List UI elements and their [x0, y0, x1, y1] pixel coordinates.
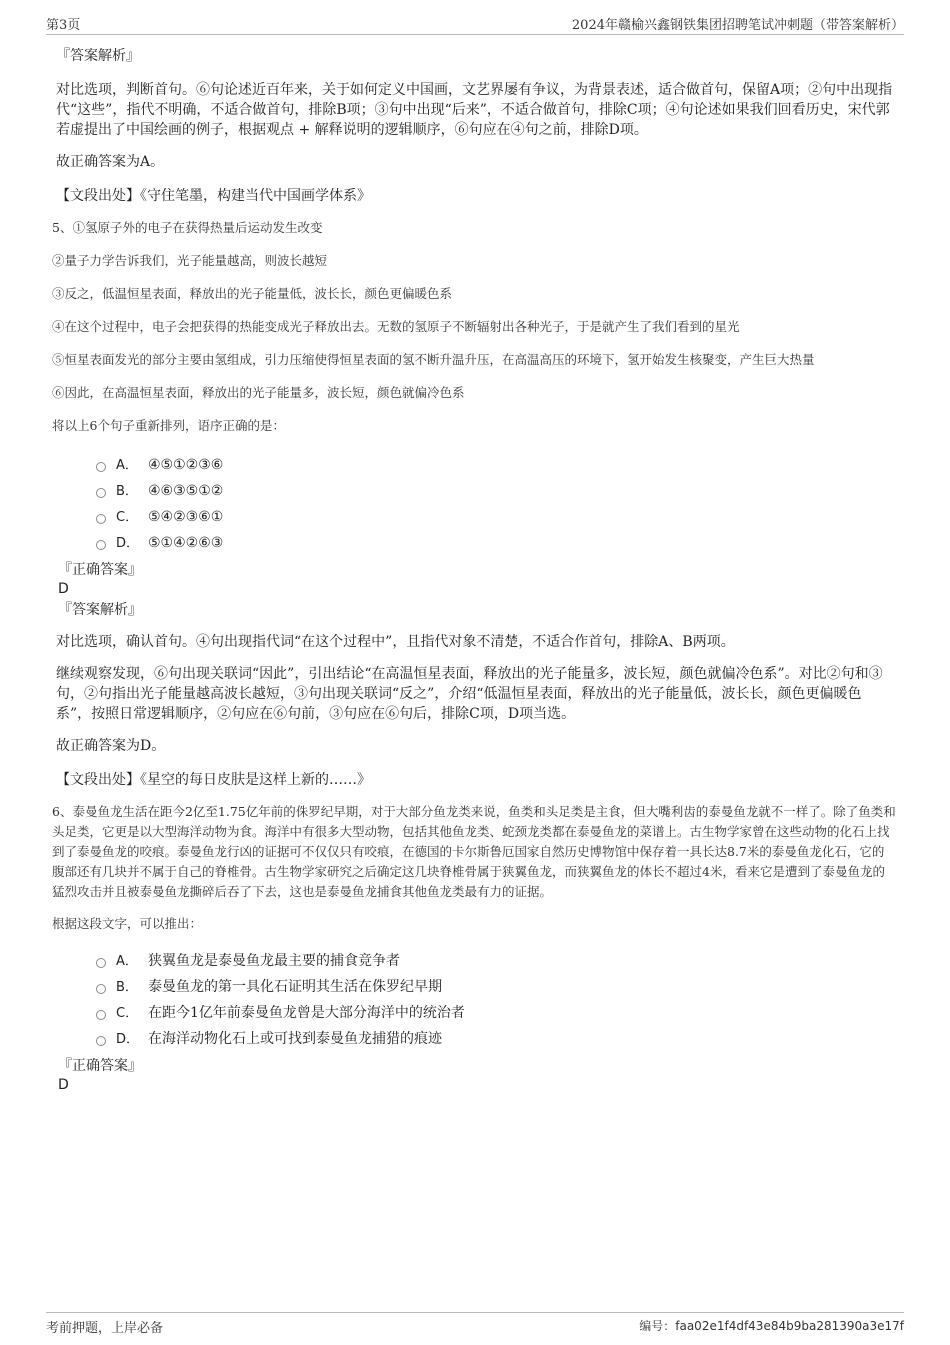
q5-sentence-2: ②量子力学告诉我们，光子能量越高，则波长越短 [52, 253, 328, 268]
radio-button-icon[interactable] [96, 1010, 106, 1020]
radio-button-icon[interactable] [96, 488, 106, 498]
q4-analysis-paragraph-1: 对比选项，判断首句。⑥句论述近百年来，关于如何定义中国画，文艺界屡有争议，为背景表述，适合做首句，保留A项；②句中出现指代“这些”，指代不明确，不适合做首句，排除B项；③句中出现“后来”，不适合做首句，排除C项；④句论述如果我们回看历史，宋代郭若虚提出了中国绘画的例子，根据观点 + 解释说明的逻辑顺序，⑥句应在④句之前，排除D项。 [56, 82, 893, 138]
radio-button-icon[interactable] [96, 1036, 106, 1046]
page-header [46, 14, 904, 35]
q5-sentence-3: ③反之，低温恒星表面，释放出的光子能量低，波长长，颜色更偏暖色系 [52, 286, 453, 301]
q5-options [56, 452, 896, 556]
q5-answer: D [58, 581, 69, 597]
q5-sentence-5: ⑤恒星表面发光的部分主要由氢组成，引力压缩使得恒星表面的氢不断升温升压，在高温高压的环境下，氢开始发生核聚变，产生巨大热量 [52, 352, 815, 367]
q4-analysis-label: 『答案解析』 [56, 48, 140, 64]
q6-option-a[interactable]: A． 狭翼鱼龙是泰曼鱼龙最主要的捕食竞争者 [96, 948, 896, 974]
q5-analysis-paragraph-1: 对比选项，确认首句。④句出现指代词“在这个过程中”，且指代对象不清楚，不适合作首句，排除A、B两项。 [56, 634, 735, 650]
document-code: 编号：faa02e1f4df43e84b9ba281390a3e17f [639, 1319, 904, 1333]
q5-answer-label: 『正确答案』 [58, 562, 142, 578]
radio-button-icon[interactable] [96, 958, 106, 968]
q6-prompt: 根据这段文字，可以推出： [52, 916, 203, 931]
q5-analysis-label: 『答案解析』 [58, 602, 142, 618]
q4-analysis-paragraph-2: 故正确答案为A。 [56, 154, 165, 170]
q5-option-c[interactable]: C． ⑤④②③⑥① [96, 504, 896, 530]
footer-slogan: 考前押题，上岸必备 [46, 1321, 164, 1336]
page-footer [46, 1312, 904, 1337]
q6-options [56, 948, 896, 1052]
q6-answer: D [58, 1077, 69, 1093]
radio-button-icon[interactable] [96, 540, 106, 550]
q5-option-d[interactable]: D． ⑤①④②⑥③ [96, 530, 896, 556]
radio-button-icon[interactable] [96, 514, 106, 524]
q5-option-a[interactable]: A． ④⑤①②③⑥ [96, 452, 896, 478]
page-number: 第3页 [46, 18, 81, 33]
q4-source: 【文段出处】《守住笔墨，构建当代中国画学体系》 [56, 188, 371, 204]
radio-button-icon[interactable] [96, 984, 106, 994]
q5-source: 【文段出处】《星空的每日皮肤是这样上新的……》 [56, 772, 371, 788]
q6-option-d[interactable]: D． 在海洋动物化石上或可找到泰曼鱼龙捕猎的痕迹 [96, 1026, 896, 1052]
document-title: 2024年赣榆兴鑫钢铁集团招聘笔试冲刺题（带答案解析） [571, 18, 904, 33]
radio-button-icon[interactable] [96, 462, 106, 472]
q5-analysis-paragraph-3: 故正确答案为D。 [56, 738, 166, 754]
question-5 [52, 218, 896, 436]
q5-sentence-1: 5、①氢原子外的电子在获得热量后运动发生改变 [52, 220, 323, 235]
q6-option-b[interactable]: B． 泰曼鱼龙的第一具化石证明其生活在侏罗纪早期 [96, 974, 896, 1000]
q5-sentence-6: ⑥因此，在高温恒星表面，释放出的光子能量多，波长短，颜色就偏冷色系 [52, 385, 465, 400]
q5-option-b[interactable]: B． ④⑥③⑤①② [96, 478, 896, 504]
q6-answer-label: 『正确答案』 [58, 1058, 142, 1074]
q5-prompt: 将以上6个句子重新排列，语序正确的是： [52, 418, 285, 433]
q6-passage: 6、泰曼鱼龙生活在距今2亿至1.75亿年前的侏罗纪早期，对于大部分鱼龙类来说，鱼类和头足类是主食，但大嘴利齿的泰曼鱼龙就不一样了。除了鱼类和头足类，它更是以大型海洋动物为食。海洋中有很多大型动物，包括其他鱼龙类、蛇颈龙类都在泰曼鱼龙的菜谱上。古生物学家曾在这些动物的化石上找到了泰曼鱼龙的咬痕。泰曼鱼龙行凶的证据可不仅仅只有咬痕，在德国的卡尔斯鲁厄国家自然历史博物馆中保存着一具长达8.7米的泰曼鱼龙化石，它的腹部还有几块并不属于自己的脊椎骨。古生物学家研究之后确定这几块脊椎骨属于狭翼鱼龙，而狭翼鱼龙的体长不超过4米，看来它是遭到了泰曼鱼龙的猛烈攻击并且被泰曼鱼龙撕碎后吞了下去，这也是泰曼鱼龙捕食其他鱼龙类最有力的证据。 [52, 804, 896, 899]
q6-option-c[interactable]: C． 在距今1亿年前泰曼鱼龙曾是大部分海洋中的统治者 [96, 1000, 896, 1026]
main-content [52, 46, 896, 1094]
q5-sentence-4: ④在这个过程中，电子会把获得的热能变成光子释放出去。无数的氢原子不断辐射出各种光子，于是就产生了我们看到的星光 [52, 319, 740, 334]
q5-analysis-paragraph-2: 继续观察发现，⑥句出现关联词“因此”，引出结论“在高温恒星表面，释放出的光子能量多，波长短，颜色就偏冷色系”。对比②句和③句，②句指出光子能量越高波长越短，③句出现关联词“反之”，介绍“低温恒星表面，释放出的光子能量低，波长长，颜色更偏暖色系”，按照日常逻辑顺序，②句应在⑥句前，③句应在⑥句后，排除C项，D项当选。 [56, 666, 883, 722]
